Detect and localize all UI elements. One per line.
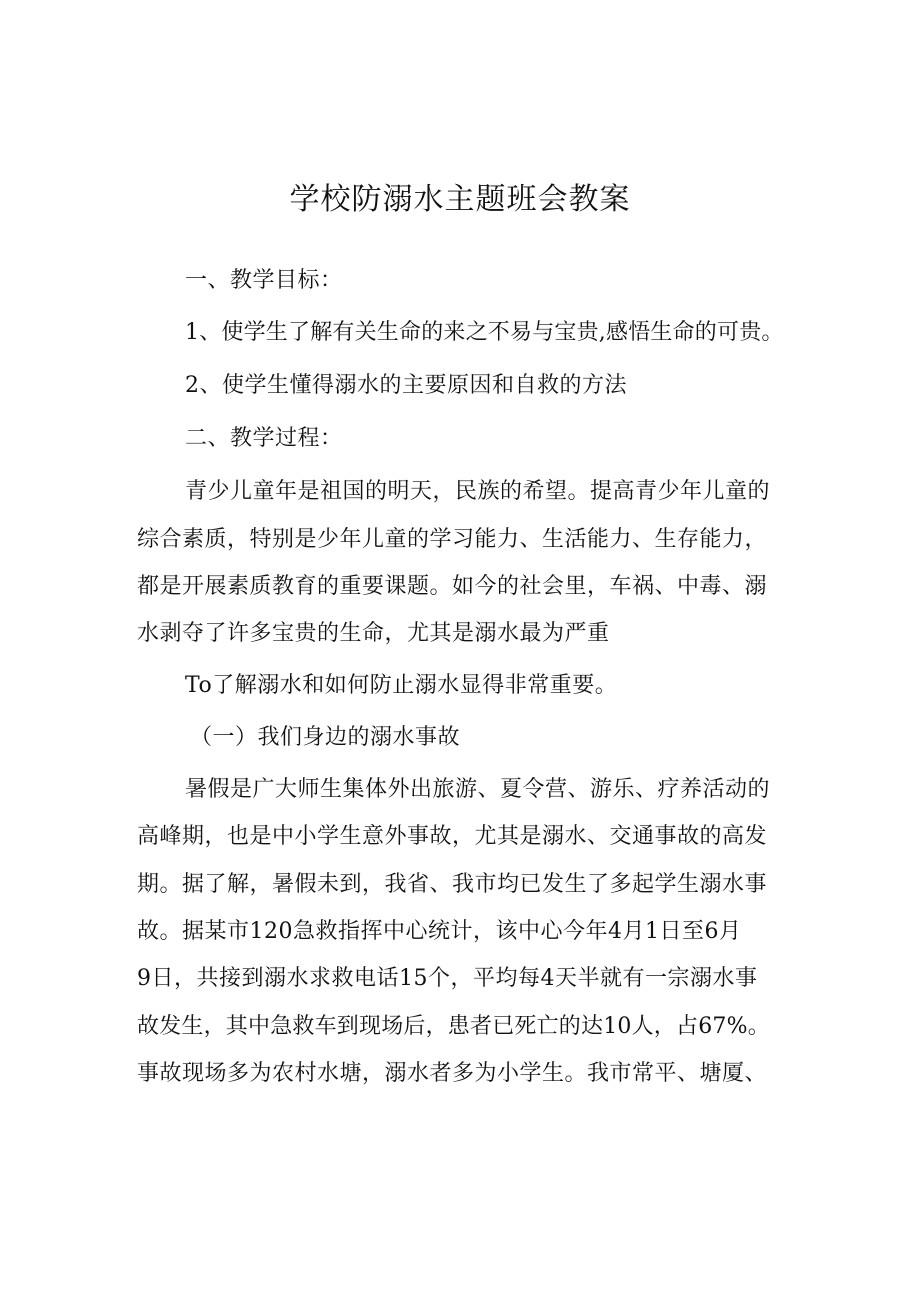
paragraph-line: 水剥夺了许多宝贵的生命，尤其是溺水最为严重 [137, 621, 610, 646]
paragraph-line: 期。据了解，暑假未到，我省、我市均已发生了多起学生溺水事 [137, 872, 768, 897]
paragraph-line: 故发生，其中急救车到现场后，患者已死亡的达10人，占67%。 [137, 1014, 770, 1039]
paragraph-line: 暑假是广大师生集体外出旅游、夏令营、游乐、疗养活动的 [185, 777, 771, 802]
goal-item-1: 1、使学生了解有关生命的来之不易与宝贵,感悟生命的可贵。 [185, 320, 784, 345]
paragraph-line: 高峰期，也是中小学生意外事故，尤其是溺水、交通事故的高发 [137, 824, 768, 849]
subsection-heading: （一）我们身边的溺水事故 [190, 725, 461, 750]
document-title: 学校防溺水主题班会教案 [289, 182, 631, 217]
paragraph-line: 9日，共接到溺水求救电话15个，平均每4天半就有一宗溺水事 [137, 966, 758, 991]
paragraph-line: 都是开展素质教育的重要课题。如今的社会里，车祸、中毒、溺 [137, 574, 768, 599]
paragraph-line: 青少儿童年是祖国的明天，民族的希望。提高青少年儿童的 [185, 479, 771, 504]
paragraph-line: 事故现场多为农村水塘，溺水者多为小学生。我市常平、塘厦、 [137, 1061, 768, 1086]
paragraph-line: To了解溺水和如何防止溺水显得非常重要。 [185, 673, 618, 698]
goal-item-2: 2、使学生懂得溺水的主要原因和自救的方法 [185, 373, 627, 398]
paragraph-line: 故。据某市120急救指挥中心统计，该中心今年4月1日至6月 [137, 919, 742, 944]
section-heading-teaching-process: 二、教学过程： [185, 426, 343, 451]
section-heading-teaching-goals: 一、教学目标： [185, 268, 343, 293]
paragraph-line: 综合素质，特别是少年儿童的学习能力、生活能力、生存能力， [137, 527, 768, 552]
